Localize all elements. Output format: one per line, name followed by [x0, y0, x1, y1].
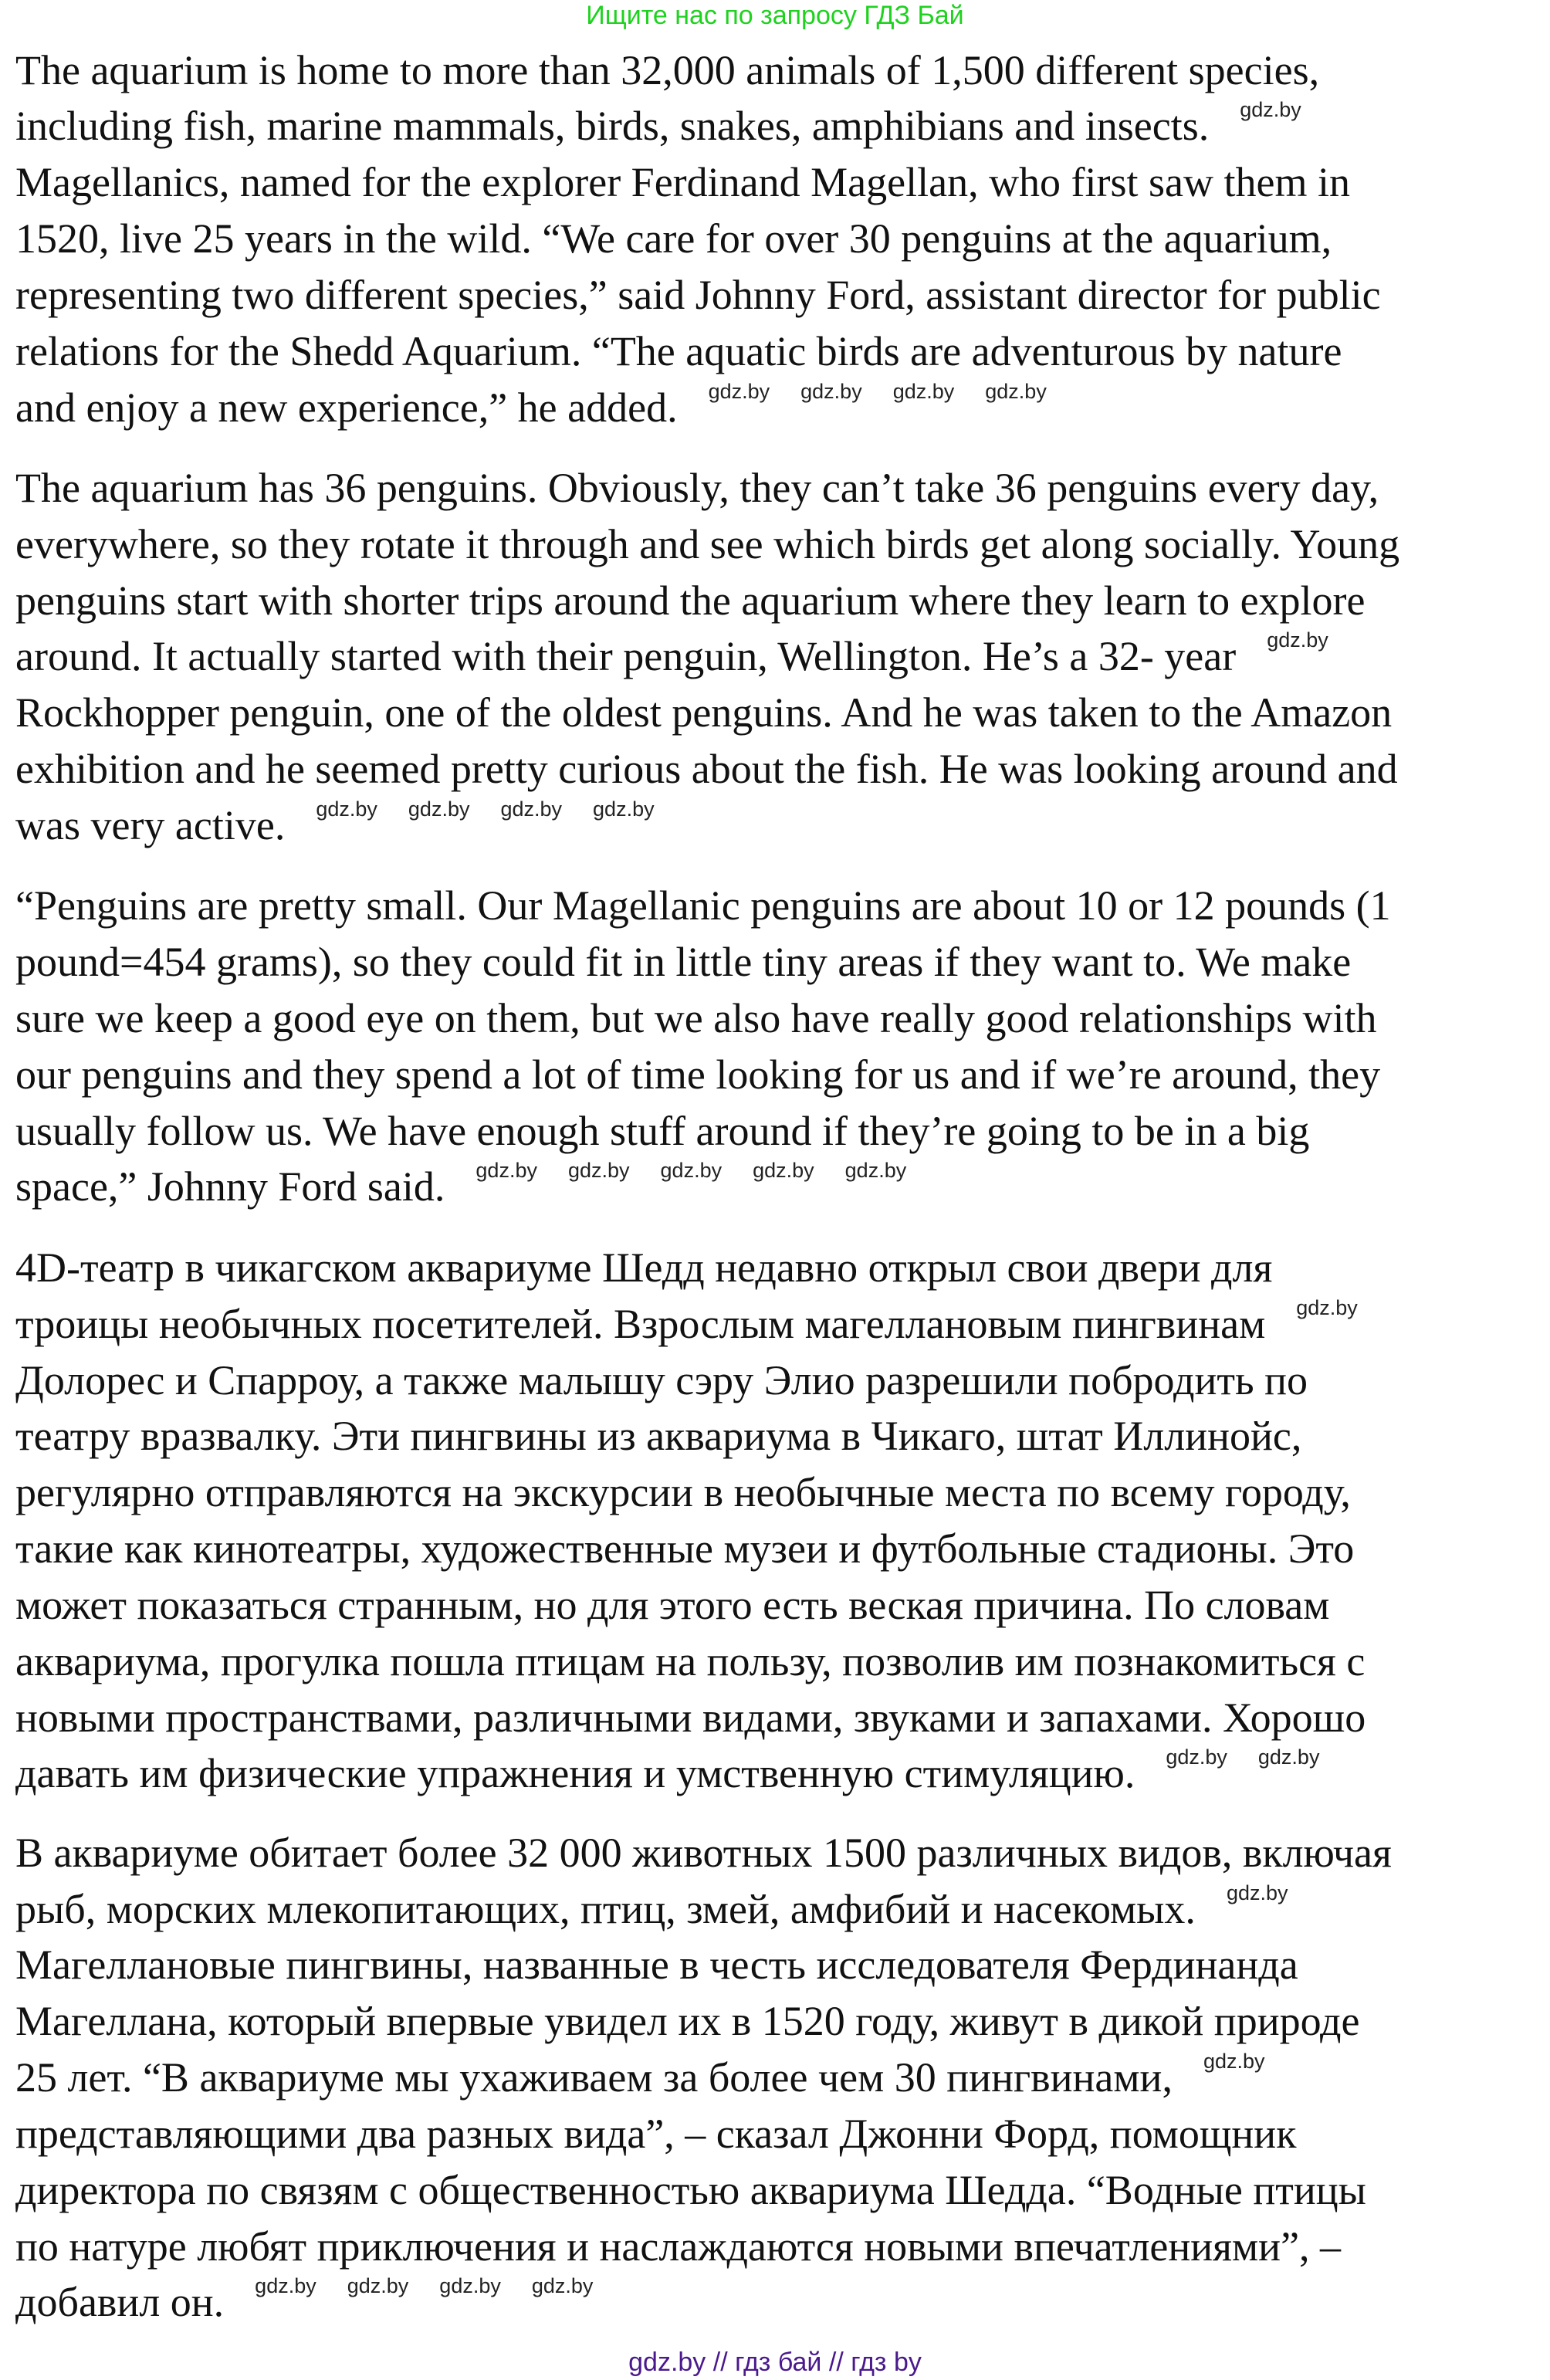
- line-text: space,” Johnny Ford said.: [15, 1163, 445, 1210]
- watermark: gdz.by: [1296, 1296, 1358, 1319]
- paragraph-1-line: [15, 211, 1332, 266]
- line-text: sure we keep a good eye on them, but we also have really good relationships with: [15, 995, 1377, 1041]
- watermark: gdz.by: [500, 797, 563, 821]
- watermark: gdz.by: [316, 797, 377, 821]
- paragraph-4-line: [15, 1240, 1272, 1295]
- watermark: gdz.by: [892, 380, 955, 403]
- line-text: Magellanics, named for the explorer Ferdinand Magellan, who first saw them in: [15, 159, 1351, 205]
- paragraph-2-line: [15, 628, 1328, 684]
- paragraph-5-line: [15, 2219, 1341, 2274]
- paragraph-4-line: [15, 1633, 1365, 1689]
- line-text: exhibition and he seemed pretty curious about the fish. He was looking around and: [15, 746, 1398, 792]
- paragraph-4-line: [15, 1521, 1354, 1576]
- line-text: директора по связям с общественностью аквариума Шедда. “Водные птицы: [15, 2167, 1366, 2213]
- search-hint-banner: Ищите нас по запросу ГДЗ Бай: [586, 1, 964, 30]
- watermark: gdz.by: [985, 380, 1047, 403]
- watermark: gdz.by: [660, 1159, 723, 1182]
- line-text: representing two different species,” said Johnny Ford, assistant director for public: [15, 272, 1381, 318]
- paragraph-1-line: [15, 267, 1381, 323]
- line-text: everywhere, so they rotate it through and see which birds get along socially. Young: [15, 521, 1400, 567]
- watermark: gdz.by: [475, 1159, 537, 1182]
- paragraph-2-line: [15, 685, 1392, 740]
- paragraph-1-line: [15, 380, 1047, 435]
- line-text: Долорес и Спарроу, а также малышу сэру Элио разрешили побродить по: [15, 1357, 1308, 1403]
- line-text: регулярно отправляются на экскурсии в необычные места по всему городу,: [15, 1469, 1351, 1515]
- paragraph-5-line: [15, 1825, 1392, 1881]
- watermark: gdz.by: [1203, 2050, 1265, 2073]
- paragraph-4-line: [15, 1353, 1308, 1408]
- paragraph-5-line: [15, 2106, 1296, 2162]
- watermark: gdz.by: [408, 797, 470, 821]
- watermark: gdz.by: [347, 2274, 409, 2297]
- line-text: “Penguins are pretty small. Our Magellanic penguins are about 10 or 12 pounds (1: [15, 882, 1391, 929]
- line-text: представляющими два разных вида”, – сказал Джонни Форд, помощник: [15, 2111, 1297, 2157]
- line-text: 25 лет. “В аквариуме мы ухаживаем за более чем 30 пингвинами,: [15, 2054, 1173, 2101]
- line-text: and enjoy a new experience,” he added.: [15, 384, 678, 431]
- line-text: including fish, marine mammals, birds, snakes, amphibians and insects.: [15, 103, 1210, 149]
- paragraph-1-line: [15, 323, 1342, 379]
- paragraph-1-line: [15, 154, 1350, 210]
- line-text: The aquarium is home to more than 32,000 animals of 1,500 different species,: [15, 47, 1320, 93]
- paragraph-5-line: [15, 2162, 1366, 2218]
- watermark: gdz.by: [800, 380, 862, 403]
- paragraph-5-line: [15, 1993, 1359, 2049]
- paragraph-2-line: [15, 741, 1398, 797]
- watermark: gdz.by: [439, 2274, 501, 2297]
- paragraph-4-line: [15, 1408, 1301, 1464]
- line-text: usually follow us. We have enough stuff around if they’re going to be in a big: [15, 1108, 1310, 1154]
- paragraph-4-line: [15, 1745, 1319, 1801]
- paragraph-4-line: [15, 1464, 1351, 1520]
- line-text: relations for the Shedd Aquarium. “The aquatic birds are adventurous by nature: [15, 328, 1342, 374]
- line-text: 4D-театр в чикагском аквариуме Шедд недавно открыл свои двери для: [15, 1244, 1273, 1291]
- line-text: аквариума, прогулка пошла птицам на пользу, позволив им познакомиться с: [15, 1638, 1366, 1684]
- line-text: театру вразвалку. Эти пингвины из аквариума в Чикаго, штат Иллинойс,: [15, 1413, 1302, 1459]
- paragraph-4-line: [15, 1577, 1329, 1633]
- paragraph-3-line: [15, 1159, 906, 1214]
- paragraph-2-line: [15, 516, 1399, 572]
- paragraph-5-line: [15, 2274, 593, 2330]
- paragraph-3-line: [15, 1103, 1309, 1159]
- line-text: pound=454 grams), so they could fit in little tiny areas if they want to. We make: [15, 939, 1352, 985]
- line-text: такие как кинотеатры, художественные музеи и футбольные стадионы. Это: [15, 1525, 1355, 1572]
- line-text: может показаться странным, но для этого есть веская причина. По словам: [15, 1582, 1330, 1628]
- watermark: gdz.by: [567, 1159, 630, 1182]
- watermark: gdz.by: [1267, 628, 1328, 652]
- paragraph-3-line: [15, 878, 1391, 933]
- paragraph-1-line: [15, 98, 1301, 154]
- paragraph-4-line: [15, 1690, 1366, 1745]
- line-text: Магеллановые пингвины, названные в честь исследователя Фердинанда: [15, 1942, 1298, 1988]
- watermark: gdz.by: [1166, 1745, 1227, 1769]
- line-text: добавил он.: [15, 2279, 225, 2325]
- watermark: gdz.by: [1226, 1881, 1288, 1904]
- line-text: В аквариуме обитает более 32 000 животных 1500 различных видов, включая: [15, 1830, 1392, 1876]
- paragraph-3-line: [15, 990, 1377, 1046]
- watermark: gdz.by: [753, 1159, 814, 1182]
- footer-links[interactable]: gdz.by // гдз бай // гдз by: [628, 2348, 922, 2377]
- watermark: gdz.by: [1257, 1745, 1320, 1769]
- line-text: Магеллана, который впервые увидел их в 1520 году, живут в дикой природе: [15, 1998, 1360, 2044]
- line-text: around. It actually started with their penguin, Wellington. He’s a 32- year: [15, 633, 1237, 679]
- line-text: новыми пространствами, различными видами, звуками и запахами. Хорошо: [15, 1694, 1366, 1741]
- line-text: penguins start with shorter trips around the aquarium where they learn to explore: [15, 577, 1366, 624]
- line-text: The aquarium has 36 penguins. Obviously, they can’t take 36 penguins every day,: [15, 465, 1379, 511]
- paragraph-5-line: [15, 1937, 1298, 1992]
- watermark: gdz.by: [1240, 98, 1301, 121]
- paragraph-5-line: [15, 2050, 1265, 2105]
- line-text: was very active.: [15, 802, 286, 848]
- line-text: давать им физические упражнения и умственную стимуляцию.: [15, 1750, 1135, 1796]
- watermark: gdz.by: [708, 380, 770, 403]
- line-text: our penguins and they spend a lot of time looking for us and if we’re around, they: [15, 1051, 1381, 1098]
- watermark: gdz.by: [255, 2274, 316, 2297]
- paragraph-2-line: [15, 460, 1379, 516]
- paragraph-4-line: [15, 1296, 1358, 1352]
- line-text: троицы необычных посетителей. Взрослым магеллановым пингвинам: [15, 1301, 1266, 1347]
- line-text: рыб, морских млекопитающих, птиц, змей, амфибий и насекомых.: [15, 1886, 1196, 1932]
- line-text: Rockhopper penguin, one of the oldest penguins. And he was taken to the Amazon: [15, 689, 1393, 736]
- line-text: 1520, live 25 years in the wild. “We care for over 30 penguins at the aquarium,: [15, 215, 1332, 262]
- watermark: gdz.by: [844, 1159, 907, 1182]
- watermark: gdz.by: [531, 2274, 594, 2297]
- paragraph-3-line: [15, 934, 1351, 990]
- paragraph-2-line: [15, 797, 655, 853]
- watermark: gdz.by: [593, 797, 655, 821]
- paragraph-1-line: [15, 42, 1319, 98]
- paragraph-2-line: [15, 573, 1366, 628]
- paragraph-3-line: [15, 1047, 1380, 1102]
- paragraph-5-line: [15, 1881, 1288, 1937]
- line-text: по натуре любят приключения и наслаждаются новыми впечатлениями”, –: [15, 2223, 1342, 2270]
